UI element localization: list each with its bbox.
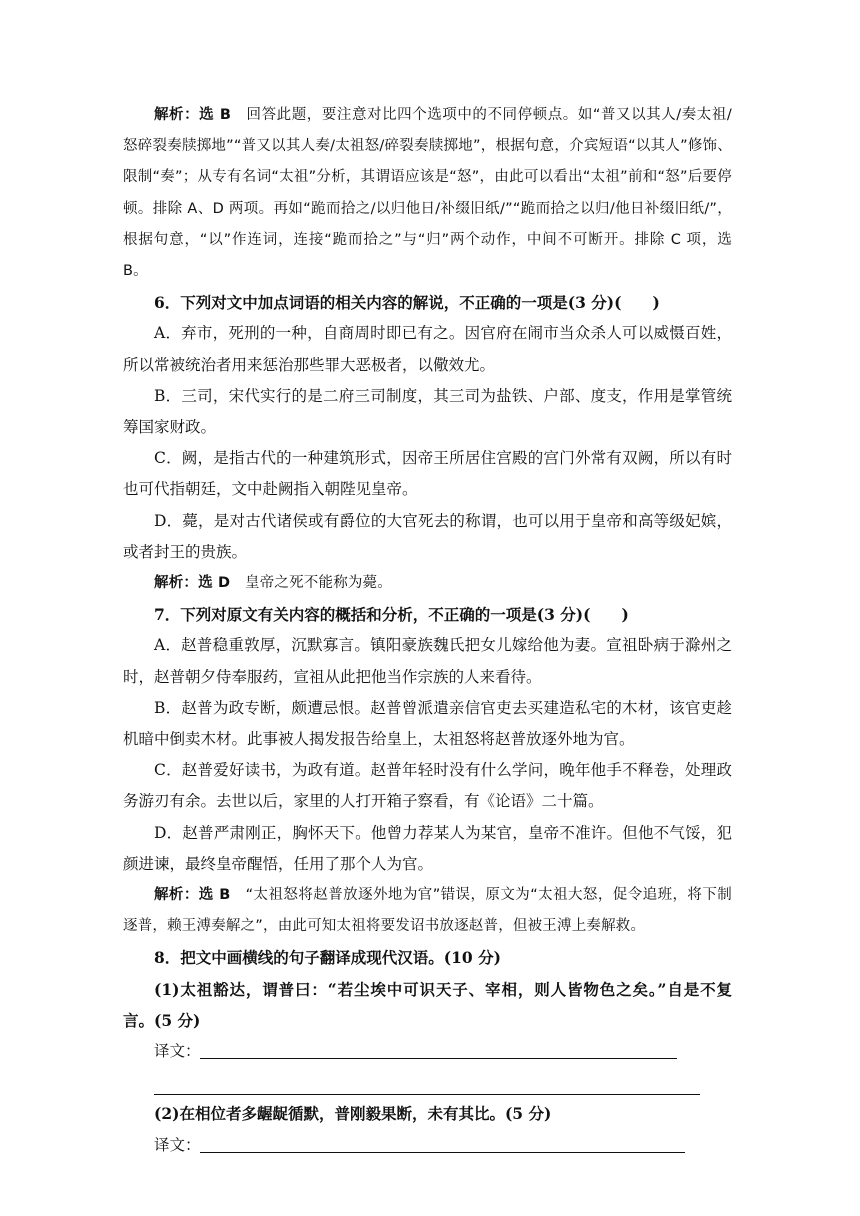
answer-label: 译文： bbox=[154, 1042, 201, 1061]
q7-option-c: C．赵普爱好读书，为政有道。赵普年轻时没有什么学问，晚年他手不释卷，处理政务游刃有余。去世以后，家里的人打开箱子察看，有《论语》二十篇。 bbox=[123, 761, 732, 811]
analysis-q5 bbox=[123, 100, 732, 287]
q7-option-a: A．赵普稳重敦厚，沉默寡言。镇阳豪族魏氏把女儿嫁给他为妻。宣祖卧病于滁州之时，赵普朝夕侍奉服药，宣祖从此把他当作宗族的人来看待。 bbox=[123, 636, 732, 686]
q6-option-c: C．阙，是指古代的一种建筑形式，因帝王所居住宫殿的宫门外常有双阙，所以有时也可代指朝廷，文中赴阙指入朝陛见皇帝。 bbox=[123, 449, 732, 499]
analysis-label: 解析：选 B bbox=[154, 107, 232, 123]
analysis-q7 bbox=[123, 880, 732, 942]
q7-option-d: D．赵普严肃刚正，胸怀天下。他曾力荐某人为某官，皇帝不准许。但他不气馁，犯颜进谏，最终皇帝醒悟，任用了那个人为官。 bbox=[123, 823, 732, 873]
analysis-text: 回答此题，要注意对比四个选项中的不同停顿点。如“普又以其人/奏太祖/怒碎裂奏牍掷地”“普又以其人奏/太祖怒/碎裂奏牍掷地”，根据句意，介宾短语“以其人”修饰、限制“奏”；从专有名词“太祖”分析，其谓语应该是“怒”，由此可以看出“太祖”前和“怒”后要停顿。排除 A、D 两项。再如“跪而拾之/以归他日/补缀旧纸/”“跪而拾之以归/他日补缀旧纸/”，根据句意，“以”作连词，连接“跪而拾之”与“归”两个动作，中间不可断开。排除 C 项，选 B。 bbox=[123, 107, 732, 280]
answer-line-1-continued[interactable] bbox=[123, 1067, 732, 1098]
q8-sentence-2: (2)在相位者多龌龊循默，普刚毅果断，未有其比。(5 分) bbox=[154, 1104, 552, 1124]
q7-option-b: B．赵普为政专断，颇遭忌恨。赵普曾派遣亲信官吏去买建造私宅的木材，该官吏趁机暗中倒卖木材。此事被人揭发报告给皇上，太祖怒将赵普放逐外地为官。 bbox=[123, 698, 732, 749]
analysis-label: 解析：选 D bbox=[154, 575, 231, 592]
q6-option-d: D．薨，是对古代诸侯或有爵位的大官死去的称谓，也可以用于皇帝和高等级妃嫔，或者封王的贵族。 bbox=[123, 511, 732, 561]
question-6-stem: 6．下列对文中加点词语的相关内容的解说，不正确的一项是(3 分)( ) bbox=[154, 293, 660, 313]
analysis-label: 解析：选 B bbox=[154, 887, 231, 904]
answer-line-1[interactable] bbox=[123, 1036, 732, 1067]
question-8-stem: 8．把文中画横线的句子翻译成现代汉语。(10 分) bbox=[154, 948, 501, 968]
answer-blank[interactable] bbox=[154, 1093, 700, 1095]
analysis-q6 bbox=[123, 568, 732, 599]
analysis-text: 皇帝之死不能称为薨。 bbox=[230, 575, 392, 592]
answer-line-2[interactable] bbox=[123, 1130, 732, 1161]
answer-blank[interactable] bbox=[200, 1151, 685, 1153]
q6-option-a: A．弃市，死刑的一种，自商周时即已有之。因官府在闹市当众杀人可以威慑百姓，所以常被统治者用来惩治那些罪大恶极者，以儆效尤。 bbox=[123, 324, 732, 374]
answer-label: 译文： bbox=[154, 1135, 201, 1154]
question-7-stem: 7．下列对原文有关内容的概括和分析，不正确的一项是(3 分)( ) bbox=[154, 605, 629, 625]
analysis-text: “太祖怒将赵普放逐外地为官”错误，原文为“太祖大怒，促令追班，将下制逐普，赖王溥奏解之”，由此可知太祖将要发诏书放逐赵普，但被王溥上奏解救。 bbox=[123, 887, 732, 935]
q6-option-b: B．三司，宋代实行的是二府三司制度，其三司为盐铁、户部、度支，作用是掌管统筹国家财政。 bbox=[123, 386, 732, 437]
q8-sentence-1: (1)太祖豁达，谓普曰：“若尘埃中可识天子、宰相，则人皆物色之矣。”自是不复言。(5 分) bbox=[123, 979, 732, 1030]
answer-blank[interactable] bbox=[200, 1057, 677, 1059]
